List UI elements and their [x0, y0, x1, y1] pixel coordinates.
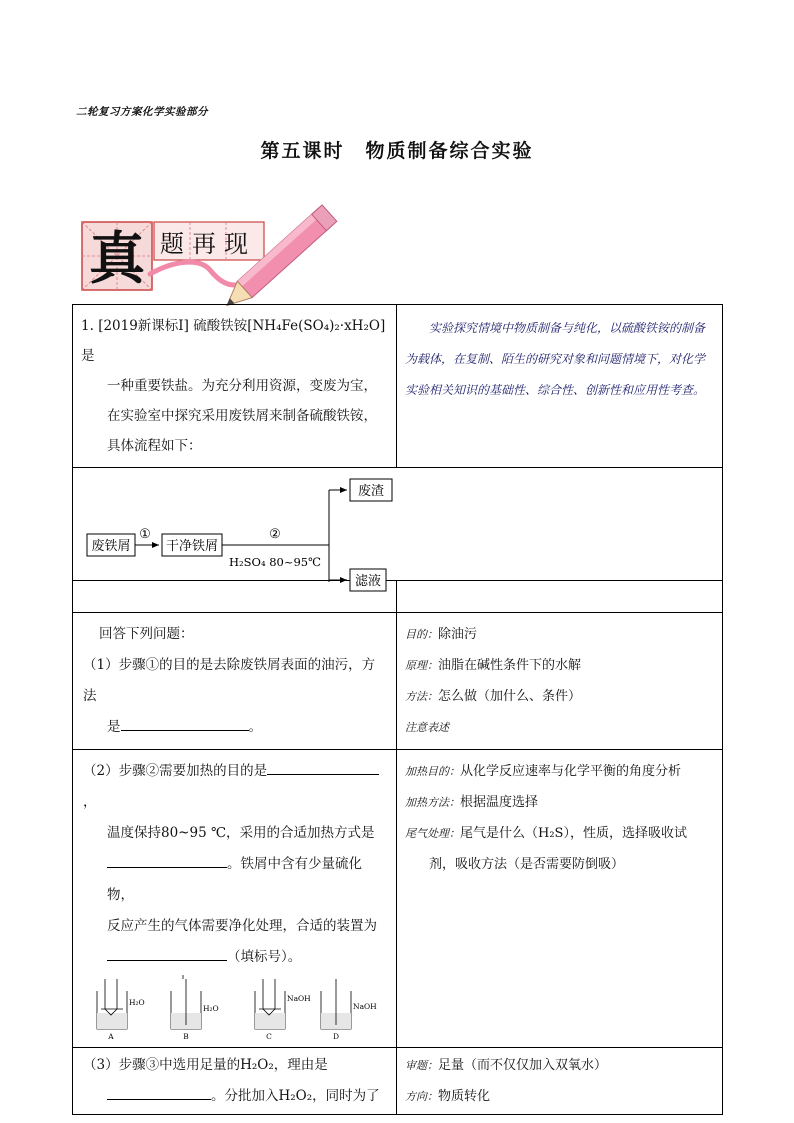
part1-text-principle: 油脂在碱性条件下的水解 — [438, 658, 582, 673]
part1-label-method: 方法： — [405, 690, 438, 703]
beaker-apparatus-figure — [83, 979, 383, 1041]
q1-intro-2: 一种重要铁盐。为充分利用资源，变废为宝， — [107, 378, 377, 394]
q1-intro-formula: ₄Fe(SO₄)₂·xH₂O]是 — [81, 318, 386, 364]
part3-text-direction: 物质转化 — [438, 1089, 491, 1104]
step-1-label: ① — [139, 527, 151, 542]
part3-question-cell — [73, 1048, 397, 1115]
part3-line2-suffix: 。分批加入H₂O₂，同时为了 — [211, 1088, 380, 1104]
part1-label-note: 注意表述 — [405, 721, 449, 734]
part2-line1-end: ， — [83, 794, 97, 810]
part2-question-cell — [73, 750, 397, 1048]
part2-text-exhaust: 尾气是什么（H₂S），性质，选择吸收试 — [460, 826, 687, 841]
part2-line2: 温度保持80~95 ℃，采用的合适加热方式是 — [107, 825, 375, 841]
banner-graphic — [80, 200, 350, 300]
part3-blank-reason[interactable] — [107, 1081, 211, 1100]
part1-line2-prefix: 是 — [107, 719, 121, 735]
beaker-a-liquid: H₂O — [129, 998, 145, 1007]
box-waste-iron-label: 废铁屑 — [91, 539, 131, 554]
big-char: 真 — [89, 226, 145, 292]
box-clean-iron-label: 干净铁屑 — [165, 539, 219, 554]
part1-text-method: 怎么做（加什么、条件） — [438, 689, 582, 704]
q1-intro-3: 在实验室中探究采用废铁屑来制备硫酸铁铵， — [107, 408, 377, 424]
part2-line1: （2）步骤②需要加热的目的是 — [83, 763, 268, 779]
lesson-title: 第五课时 物质制备综合实验 — [260, 140, 534, 162]
part1-question-cell — [73, 613, 397, 750]
part1-line1: （1）步骤①的目的是去除废铁屑表面的油污，方法 — [83, 657, 376, 704]
part2-label-exhaust: 尾气处理： — [405, 827, 460, 840]
q1-source: [2019新课标Ⅰ] — [98, 318, 189, 334]
flow-chart-cell — [73, 468, 723, 589]
part1-label-principle: 原理： — [405, 659, 438, 672]
part1-analysis-cell — [397, 613, 723, 750]
part2-label-purpose: 加热目的： — [405, 765, 460, 778]
part2-line3-suffix: 。铁屑中含有少量硫化物， — [107, 856, 362, 903]
box-filtrate-label: 滤液 — [354, 574, 382, 589]
beaker-b — [171, 975, 201, 1029]
series-note: 二轮复习方案化学实验部分 — [76, 106, 208, 118]
banner-title: 题再现 — [160, 230, 256, 258]
part2-label-method: 加热方法： — [405, 796, 460, 809]
box-residue-label: 废渣 — [357, 484, 385, 499]
step-2-condition: H₂SO₄ 80~95℃ — [229, 555, 321, 569]
beaker-c-label: C — [266, 1032, 272, 1041]
part3-label-review: 审题： — [405, 1059, 438, 1072]
part1-intro: 回答下列问题： — [99, 626, 194, 642]
pencil-scribble — [150, 262, 242, 285]
q1-commentary-cell — [397, 305, 723, 468]
part2-analysis-cell — [397, 750, 723, 1048]
empty-cell-left — [73, 581, 397, 613]
q1-intro-4: 具体流程如下： — [107, 438, 202, 454]
beaker-a-label: A — [108, 1032, 114, 1041]
part3-line1: （3）步骤③中选用足量的H₂O₂，理由是 — [83, 1057, 328, 1073]
beaker-d-liquid: NaOH — [353, 1002, 377, 1011]
beaker-b-liquid: H₂O — [203, 1004, 219, 1013]
part1-line2-suffix: 。 — [248, 719, 262, 735]
process-flow-chart — [73, 468, 723, 589]
part3-label-direction: 方向： — [405, 1090, 438, 1103]
part2-text-exhaust-2: 剂，吸收方法（是否需要防倒吸） — [429, 857, 625, 872]
part2-text-purpose: 从化学反应速率与化学平衡的角度分析 — [460, 764, 682, 779]
q1-commentary: 实验探究情境中物质制备与纯化，以硫酸铁铵的制备为载体，在复制、陌生的研究对象和问题情境下，对化学实验相关知识的基础性、综合性、创新性和应用性考查。 — [405, 321, 706, 397]
part2-blank-apparatus[interactable] — [107, 942, 227, 961]
part3-analysis-cell — [397, 1048, 723, 1115]
part1-answer-blank[interactable] — [121, 712, 249, 731]
part3-text-review: 足量（而不仅仅加入双氧水） — [438, 1058, 608, 1073]
part2-blank-purpose[interactable] — [267, 756, 379, 775]
empty-cell-right — [397, 581, 723, 613]
part2-blank-heating[interactable] — [107, 849, 227, 868]
beaker-d-label: D — [332, 1032, 340, 1041]
part2-line5-suffix: （填标号）。 — [227, 949, 302, 965]
part2-line4: 反应产生的气体需要净化处理，合适的装置为 — [107, 918, 377, 934]
q1-intro-cell — [73, 305, 397, 468]
beaker-d — [321, 979, 351, 1029]
part1-text-purpose: 除油污 — [438, 627, 478, 642]
part2-text-method: 根据温度选择 — [460, 795, 539, 810]
question-table — [72, 304, 723, 1115]
q1-number: 1. — [81, 318, 94, 334]
beaker-a — [97, 979, 127, 1029]
step-2-label: ② — [269, 527, 281, 542]
part1-label-purpose: 目的： — [405, 628, 438, 641]
beaker-c — [255, 979, 285, 1029]
q1-intro-1: 硫酸铁铵[NH — [193, 318, 277, 334]
beaker-b-label: B — [183, 1032, 189, 1041]
beaker-c-liquid: NaOH — [287, 994, 311, 1003]
